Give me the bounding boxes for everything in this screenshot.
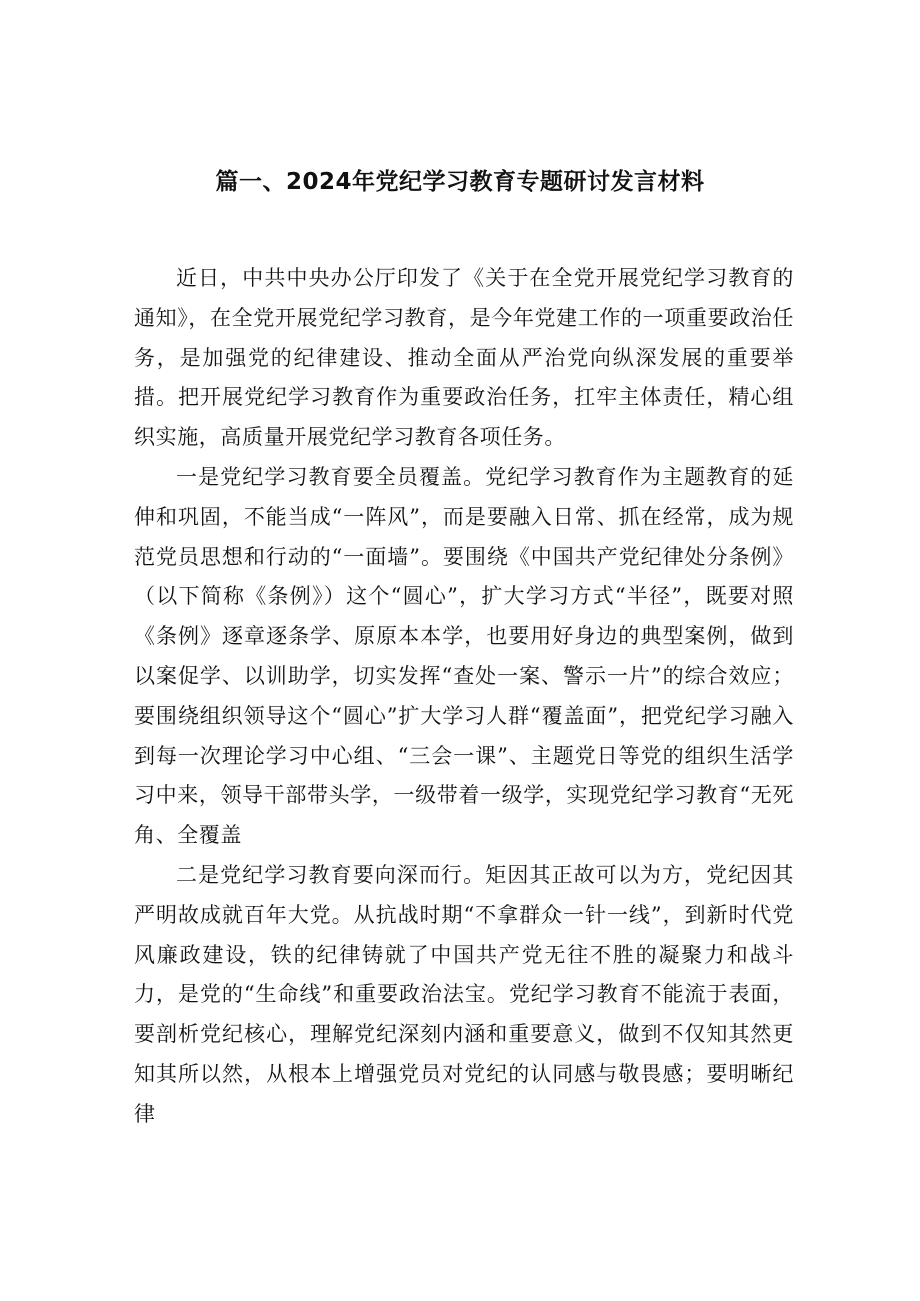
paragraph-point-one: 一是党纪学习教育要全员覆盖。党纪学习教育作为主题教育的延伸和巩固，不能当成“一阵风”，而是要融入日常、抓在经常，成为规范党员思想和行动的“一面墙”。要围绕《中国共产党纪律处分条例》（以下简称《条例》）这个“圆心”，扩大学习方式“半径”，既要对照《条例》逐章逐条学、原原本本学，也要用好身边的典型案例，做到以案促学、以训助学，切实发挥“查处一案、警示一片”的综合效应；要围绕组织领导这个“圆心”扩大学习人群“覆盖面”，把党纪学习融入到每一次理论学习中心组、“三会一课”、主题党日等党的组织生活学习中来，领导干部带头学，一级带着一级学，实现党纪学习教育“无死角、全覆盖	[134, 464, 794, 848]
document-body	[134, 259, 794, 1135]
paragraph-point-two: 二是党纪学习教育要向深而行。矩因其正故可以为方，党纪因其严明故成就百年大党。从抗战时期“不拿群众一针一线”，到新时代党风廉政建设，铁的纪律铸就了中国共产党无往不胜的凝聚力和战斗力，是党的“生命线”和重要政治法宝。党纪学习教育不能流于表面，要剖析党纪核心，理解党纪深刻内涵和重要意义，做到不仅知其然更知其所以然，从根本上增强党员对党纪的认同感与敬畏感；要明晰纪律	[134, 862, 794, 1126]
paragraph-intro: 近日，中共中央办公厅印发了《关于在全党开展党纪学习教育的通知》，在全党开展党纪学习教育，是今年党建工作的一项重要政治任务，是加强党的纪律建设、推动全面从严治党向纵深发展的重要举措。把开展党纪学习教育作为重要政治任务，扛牢主体责任，精心组织实施，高质量开展党纪学习教育各项任务。	[134, 266, 794, 450]
document-title: 篇一、2024年党纪学习教育专题研讨发言材料	[215, 169, 705, 195]
